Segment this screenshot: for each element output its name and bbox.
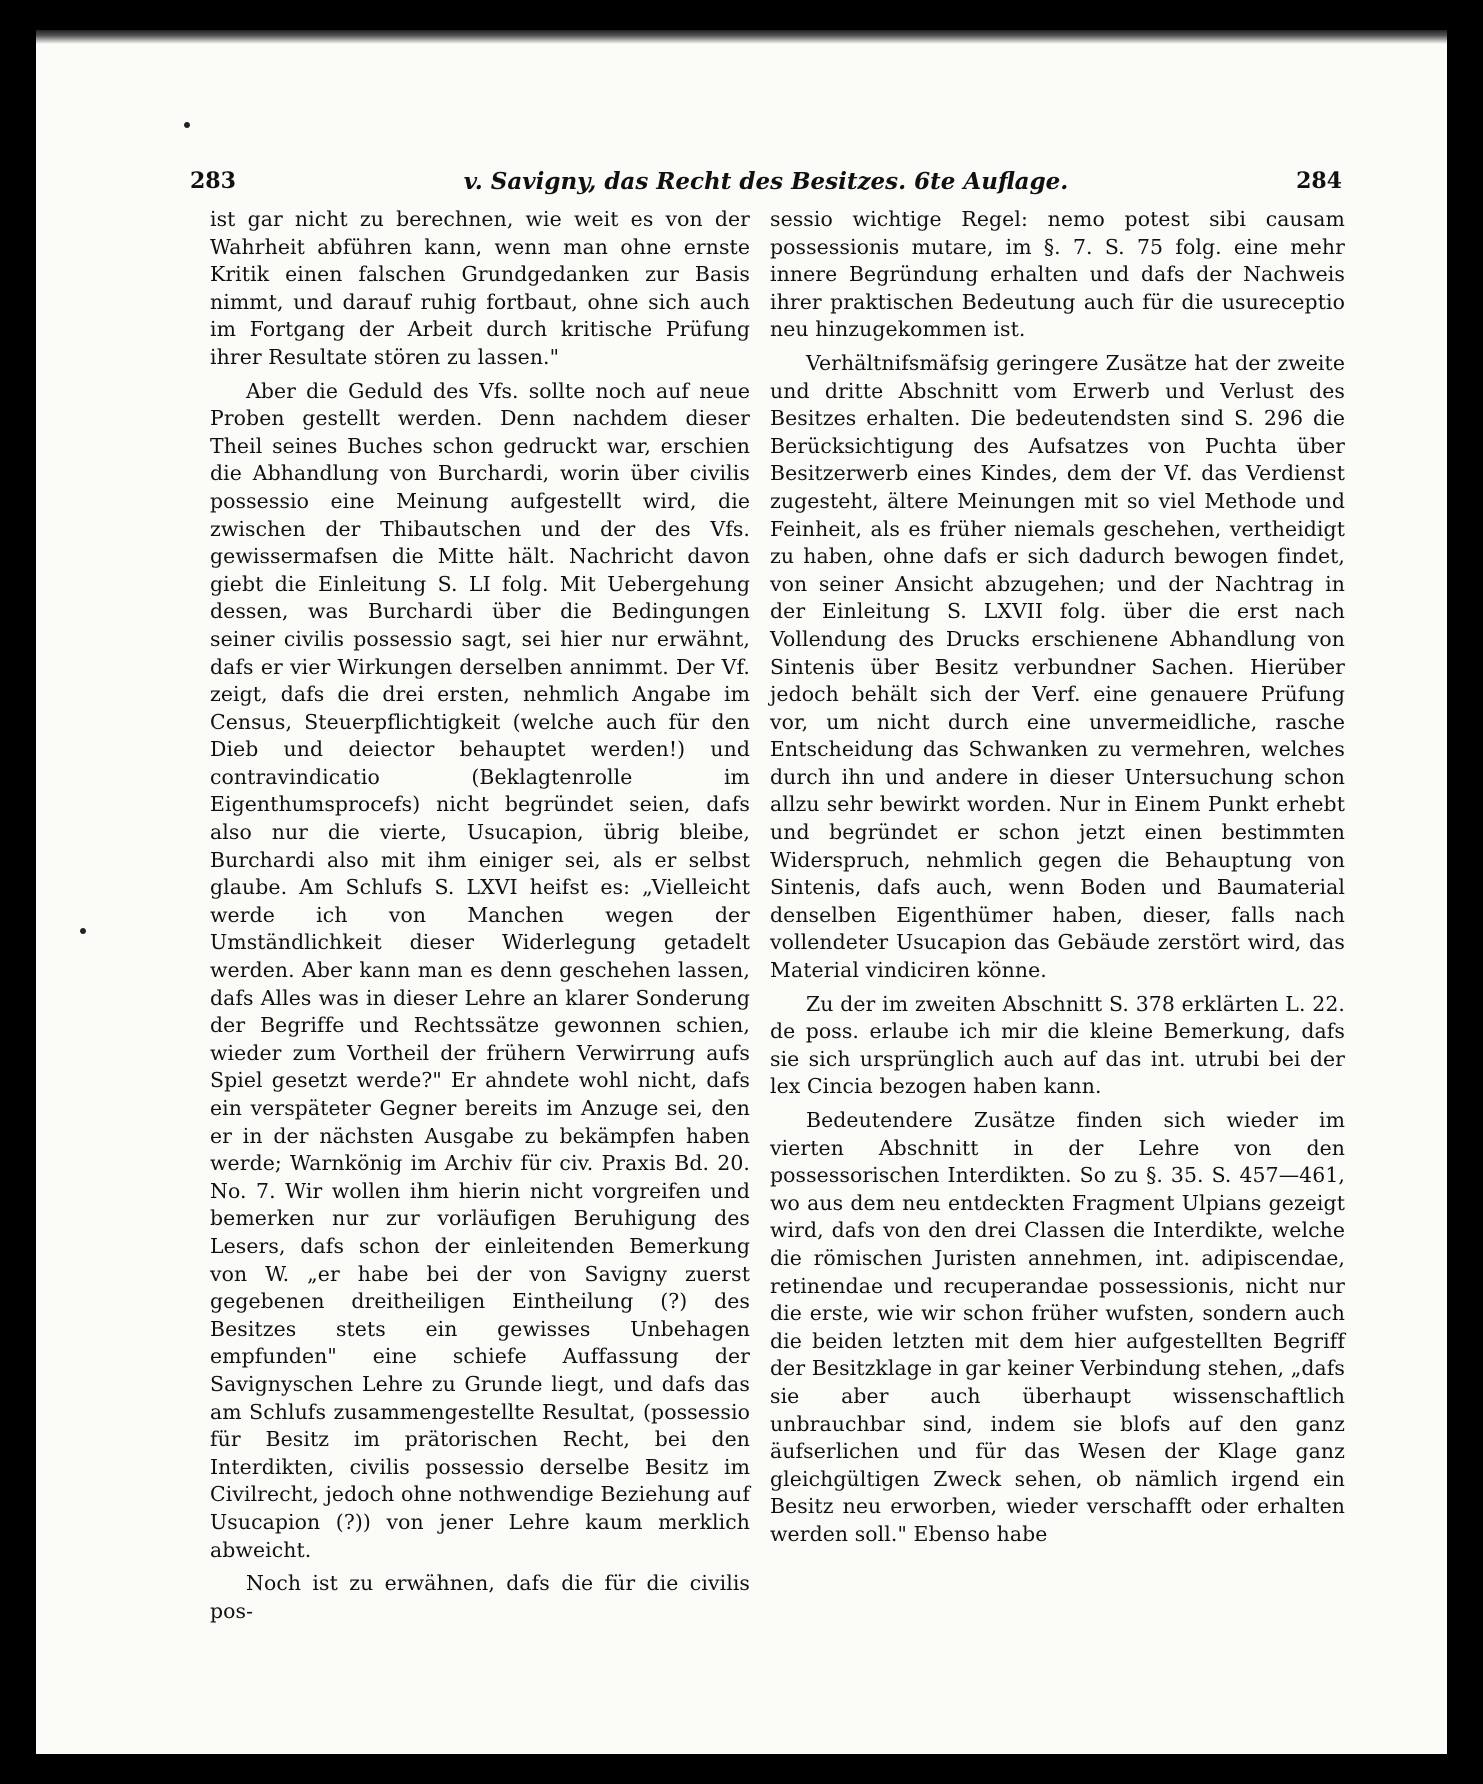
scan-speck	[184, 122, 190, 128]
left-page-number: 283	[190, 168, 236, 194]
paragraph: ist gar nicht zu berechnen, wie weit es von der Wahrheit abführen kann, wenn man ohne ernste Kritik einen falschen Grundgedanken zur Basis nimmt, und darauf ruhig fortbaut, ohne sich auch im Fortgang der Arbeit durch kritische Prüfung ihrer Resultate stören zu lassen."	[210, 207, 750, 369]
paragraph: Noch ist zu erwähnen, dafs die für die civilis pos-	[210, 1571, 750, 1623]
paragraph: Verhältnifsmäfsig geringere Zusätze hat der zweite und dritte Abschnitt vom Erwerb und Verlust des Besitzes erhalten. Die bedeutendsten sind S. 296 die Berücksichtigung des Aufsatzes von Puchta über Besitzerwerb eines Kindes, dem der Vf. das Verdienst zugesteht, ältere Meinungen mit so viel Methode und Feinheit, als es früher niemals geschehen, vertheidigt zu haben, ohne dafs er sich dadurch bewogen findet, von seiner Ansicht abzugehen; und der Nachtrag in der Einleitung S. LXVII folg. über die erst nach Vollendung des Drucks erschienene Abhandlung von Sintenis über Besitz verbundner Sachen. Hierüber jedoch behält sich der Verf. eine genauere Prüfung vor, um nicht durch eine unvermeidliche, rasche Entscheidung das Schwanken zu vermehren, welches durch ihn und andere in dieser Untersuchung schon allzu sehr bewirkt worden. Nur in Einem Punkt erhebt und begründet er schon jetzt einen bestimmten Widerspruch, nehmlich gegen die Behauptung von Sintenis, dafs auch, wenn Boden und Baumaterial denselben Eigenthümer haben, dieser, falls nach vollendeter Usucapion das Gebäude zerstört wird, das Material vindiciren könne.	[770, 350, 1345, 983]
paragraph: Aber die Geduld des Vfs. sollte noch auf neue Proben gestellt werden. Denn nachdem dieser Theil seines Buches schon gedruckt war, erschien die Abhandlung von Burchardi, worin über civilis possessio eine Meinung aufgestellt wird, die zwischen der Thibautschen und der des Vfs. gewissermafsen die Mitte hält. Nachricht davon giebt die Einleitung S. LI folg. Mit Uebergehung dessen, was Burchardi über die Bedingungen seiner civilis possessio sagt, sei hier nur erwähnt, dafs er vier Wirkungen derselben annimmt. Der Vf. zeigt, dafs die drei ersten, nehmlich Angabe im Census, Steuerpflichtigkeit (welche auch für den Dieb und deiector behauptet werden!) und contravindicatio (Beklagtenrolle im Eigenthumsprocefs) nicht begründet seien, dafs also nur die vierte, Usucapion, übrig bleibe, Burchardi also mit ihm einiger sei, als er selbst glaube. Am Schlufs S. LXVI heifst es: „Vielleicht werde ich von Manchen wegen der Umständlichkeit dieser Widerlegung getadelt werden. Aber kann man es denn geschehen lassen, dafs Alles was in dieser Lehre an klarer Sonderung der Begriffe und Rechtssätze gewonnen schien, wieder zum Vortheil der frühern Verwirrung aufs Spiel gesetzt werde?" Er ahndete wohl nicht, dafs ein verspäteter Gegner bereits im Anzuge sei, den er in der nächsten Ausgabe zu bekämpfen haben werde; Warnkönig im Archiv für civ. Praxis Bd. 20. No. 7. Wir wollen ihm hierin nicht vorgreifen und bemerken nur zur vorläufigen Beruhigung des Lesers, dafs schon der einleitenden Bemerkung von W. „er habe bei der von Savigny zuerst gegebenen dreitheiligen Eintheilung (?) des Besitzes stets ein gewisses Unbehagen empfunden" eine schiefe Auffassung der Savignyschen Lehre zu Grunde liegt, und dafs das am Schlufs zusammengestellte Resultat, (possessio für Besitz im prätorischen Recht, bei den Interdikten, civilis possessio derselbe Besitz im Civilrecht, jedoch ohne nothwendige Beziehung auf Usucapion (?)) von jener Lehre kaum merklich abweicht.	[210, 378, 750, 1562]
page-header	[190, 168, 1342, 202]
left-text-column	[210, 206, 750, 1625]
running-title: v. Savigny, das Recht des Besitzes. 6te Auflage.	[463, 168, 1069, 195]
right-text-column	[770, 206, 1345, 1549]
paragraph: Zu der im zweiten Abschnitt S. 378 erklärten L. 22. de poss. erlaube ich mir die kleine Bemerkung, dafs sie sich ursprünglich auch auf das int. utrubi bei der lex Cincia bezogen haben kann.	[770, 991, 1345, 1099]
paragraph: sessio wichtige Regel: nemo potest sibi causam possessionis mutare, im §. 7. S. 75 folg. eine mehr innere Begründung erhalten und dafs der Nachweis ihrer praktischen Bedeutung auch für die usureceptio neu hinzugekommen ist.	[770, 207, 1345, 342]
scan-speck	[80, 928, 86, 934]
page-top-edge	[36, 30, 1447, 44]
paragraph: Bedeutendere Zusätze finden sich wieder im vierten Abschnitt in der Lehre von den possessorischen Interdikten. So zu §. 35. S. 457—461, wo aus dem neu entdeckten Fragment Ulpians gezeigt wird, dafs von den drei Classen die Interdikte, welche die römischen Juristen annehmen, int. adipiscendae, retinendae und recuperandae possessionis, nicht nur die erste, wie wir schon früher wufsten, sondern auch die beiden letzten mit dem hier aufgestellten Begriff der Besitzklage in gar keiner Verbindung stehen, „dafs sie aber auch überhaupt wissenschaftlich unbrauchbar sind, indem sie blofs auf den ganz äufserlichen und für das Wesen der Klage ganz gleichgültigen Zweck sehen, ob nämlich irgend ein Besitz neu erworben, wieder verschafft oder erhalten werden soll." Ebenso habe	[770, 1108, 1345, 1546]
right-page-number: 284	[1296, 168, 1342, 194]
